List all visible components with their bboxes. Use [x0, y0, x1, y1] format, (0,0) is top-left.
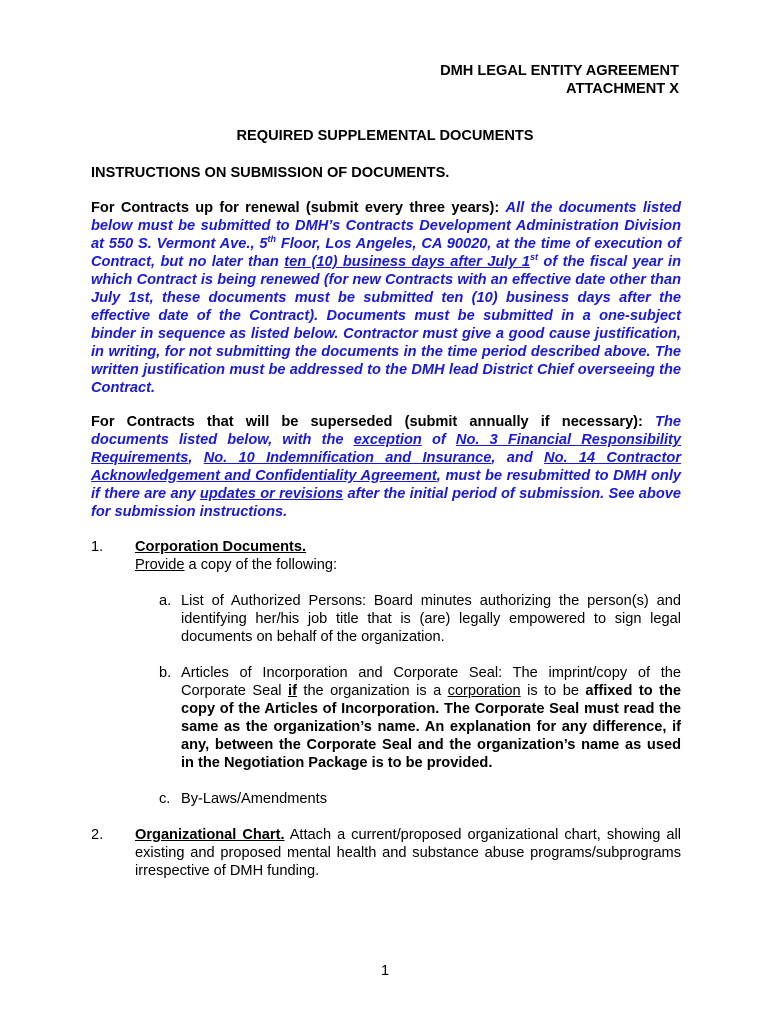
superseded-text-2: of — [421, 432, 456, 448]
superseded-ref-acknowledgement: No. 14 Contractor Acknowledgement and Confidentiality Agreement — [91, 450, 682, 484]
item-2-number: 2. — [91, 827, 104, 843]
item-1a-text: List of Authorized Persons: Board minutes authorizing the person(s) and identifying her/his job title that is (are) legally empowered to sign legal documents on behalf of the organization. — [181, 593, 681, 645]
superseded-text-4: , and — [491, 450, 545, 466]
superseded-text-3: , — [188, 450, 204, 466]
superseded-exception: exception — [353, 432, 422, 448]
renewal-sup-2: st — [529, 252, 538, 263]
renewal-sup-1: th — [267, 234, 276, 245]
superseded-paragraph — [91, 413, 681, 521]
document-header — [279, 62, 679, 98]
item-2-heading: Organizational Chart. — [135, 827, 285, 843]
item-1b-corporation: corporation — [447, 683, 521, 699]
item-1-provide: Provide — [135, 557, 185, 573]
item-1-provide-rest: a copy of the following: — [184, 557, 337, 573]
header-attachment-label: ATTACHMENT X — [566, 81, 679, 97]
renewal-text-2: Floor, Los Angeles, CA 90020, at the time of execution of Contract, but no later than — [91, 236, 682, 270]
page-title: REQUIRED SUPPLEMENTAL DOCUMENTS — [236, 128, 534, 144]
superseded-lead: For Contracts that will be superseded (submit annually if necessary): — [91, 414, 643, 430]
item-1b-text-1: Articles of Incorporation and Corporate Seal: The imprint/copy of the Corporate Seal — [181, 665, 681, 699]
renewal-deadline: ten (10) business days after July 1 — [284, 254, 530, 270]
superseded-text-1: The documents listed below, with the — [91, 414, 681, 448]
item-1b-label: b. — [159, 665, 172, 681]
renewal-body — [91, 200, 681, 396]
renewal-text-3: of the fiscal year in which Contract is being renewed (for new Contracts with an effective date other than July 1st, these documents must be submitted ten (10) business days after the effective date of the Contract). Documents must be submitted in a one-subject binder in sequence as listed below. Contractor must give a good cause justification, in writing, for not submitting the documents in the time period described above. The written justification must be addressed to the DMH lead District Chief overseeing the Contract. — [91, 254, 681, 396]
item-1-heading: Corporation Documents. — [135, 539, 307, 555]
superseded-ref-financial: No. 3 Financial Responsibility Requirements — [91, 432, 681, 466]
superseded-updates: updates or revisions — [199, 486, 344, 502]
item-1b-text-3: is to be — [520, 683, 586, 699]
item-1 — [135, 538, 681, 574]
item-2-body: Attach a current/proposed organizational chart, showing all existing and proposed mental health and substance abuse programs/subprograms irrespective of DMH funding. — [135, 827, 681, 879]
item-1-provide-line — [135, 556, 681, 574]
superseded-text-6: after the initial period of submission. See above for submission instructions. — [91, 486, 681, 520]
header-agreement-title: DMH LEGAL ENTITY AGREEMENT — [440, 63, 679, 79]
renewal-paragraph — [91, 199, 681, 397]
superseded-ref-indemnification: No. 10 Indemnification and Insurance — [203, 450, 492, 466]
renewal-lead: For Contracts up for renewal (submit every three years): — [91, 200, 500, 216]
instructions-heading: INSTRUCTIONS ON SUBMISSION OF DOCUMENTS. — [91, 165, 450, 181]
item-2-text — [135, 826, 681, 880]
item-1c-label: c. — [159, 791, 171, 807]
page-number: 1 — [380, 963, 390, 979]
item-1b-text — [181, 664, 681, 772]
item-1b-bold-text: affixed to the copy of the Articles of Incorporation. The Corporate Seal must read the same as the organization’s name. An explanation for any difference, if any, between the Corporate Seal and the organization’s name as used in the Negotiation Package is to be provided. — [181, 683, 682, 771]
item-1b-if: if — [288, 683, 297, 699]
renewal-text-1: All the documents listed below must be submitted to DMH’s Contracts Development Administration Division at 550 S. Vermont Ave., 5 — [91, 200, 681, 252]
item-1-number: 1. — [91, 539, 104, 555]
item-1c-text: By-Laws/Amendments — [181, 791, 327, 807]
item-1a-label: a. — [159, 593, 172, 609]
superseded-text-5: , must be resubmitted to DMH only if there are any — [91, 468, 681, 502]
item-1b-text-2: the organization is a — [296, 683, 448, 699]
